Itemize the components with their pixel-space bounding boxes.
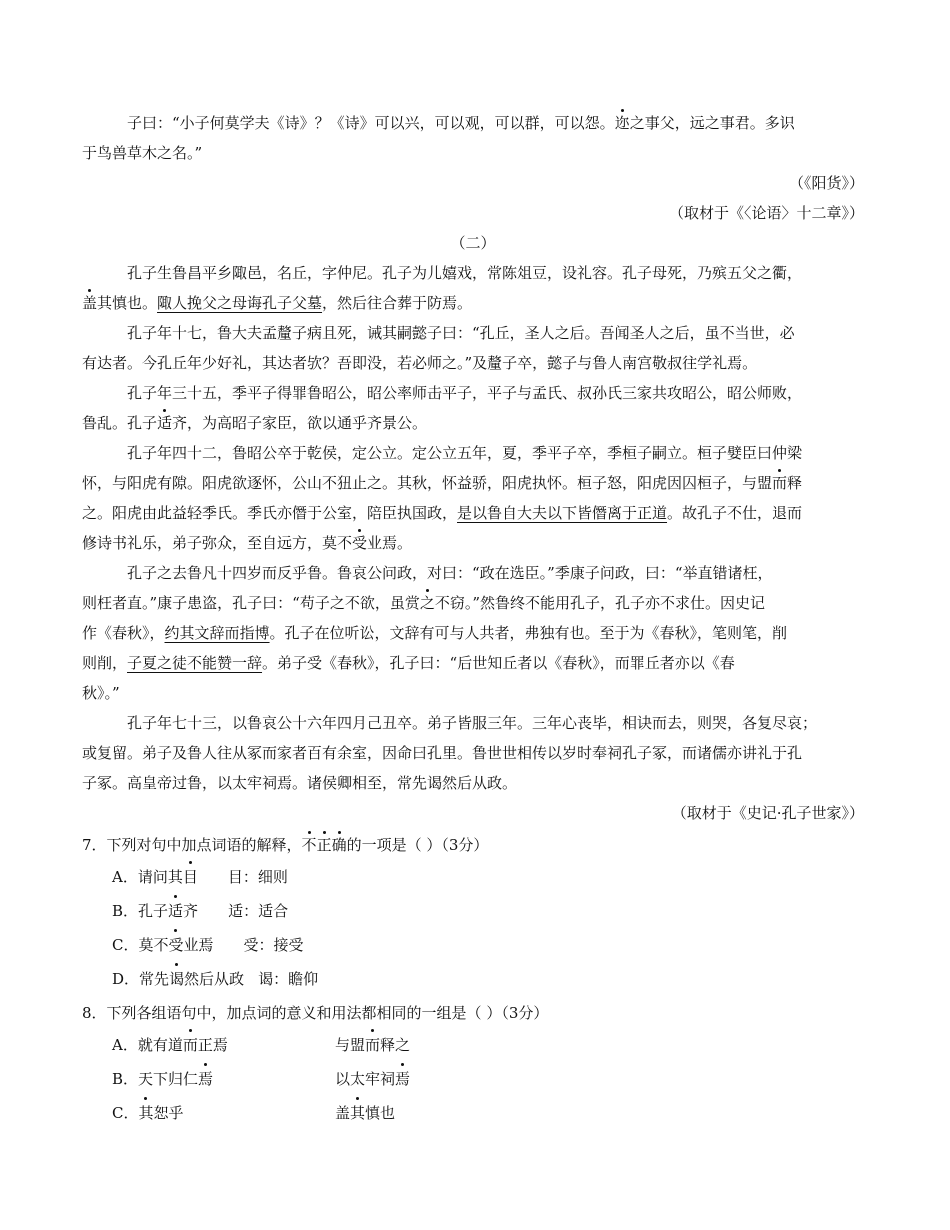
text: C．莫不 [112,936,169,954]
text: 释之 [380,1036,411,1054]
dotted-char: 受 [352,528,367,558]
text: 子曰：“小子何莫学夫《诗》？《诗》可以兴，可以观，可以群，可以怨。 [127,114,615,132]
passage1-line2: 于鸟兽草木之名。” [82,144,203,162]
p6-line1: 孔子年七十三，以鲁哀公十六年四月己丑卒。弟子皆服三年。三年心丧毕，相诀而去，则哭，各复尽哀； [127,714,818,732]
p4-line1: 孔子年四十二，鲁昭公卒于乾侯，定公立。定公立五年，夏，季平子卒，季桓子嗣立。桓子嬖臣曰仲梁 [127,444,803,462]
text: 则枉者直。”康子患盗，孔子曰：“苟子之不欲，虽赏 [82,594,420,612]
dotted-char: 目 [183,860,198,894]
q8-option-c [82,1096,864,1130]
p2-line2: 有达者。今孔丘年少好礼，其达者欤？吾即没，若必师之。”及釐子卒，懿子与鲁人南宫敬叔往学礼焉。 [82,354,758,372]
exam-page [82,108,864,1130]
q7-option-c [82,928,864,962]
q8-option-a [82,1028,864,1062]
option-right-column [335,1096,395,1130]
text: 之。阳虎由此益轻季氏。季氏亦僭于公室，陪臣执国政， [82,504,458,522]
source-yanghuo: （《阳货》） [788,174,864,192]
text: 正焉 [197,1036,228,1054]
text: 的一项是（ ）（3分） [346,836,489,854]
question-7-stem [82,830,864,860]
dotted-char: 迩 [615,108,630,138]
dotted-char: 之 [420,588,435,618]
passage1-line1 [82,108,864,138]
p1-line2 [82,288,864,318]
text: B．孔子 [112,902,169,920]
p4-line3 [82,498,864,528]
p3-line2 [82,408,864,438]
text: 。孔子在位听讼，文辞有可与人共者，弗独有也。至于为《春秋》，笔则笔，削 [269,624,788,642]
dotted-char: 确 [332,830,347,860]
p4-line4 [82,528,864,558]
p5-line1: 孔子之去鲁凡十四岁而反乎鲁。鲁哀公问政，对曰：“政在选臣。”季康子问政，曰：“举直错诸枉， [127,564,773,582]
section-heading: （二） [450,234,496,252]
text: 然后从政 [184,970,245,988]
text: 。故孔子不仕，退而 [667,504,803,522]
text: 业焉 [183,936,214,954]
source-shiji: （取材于《史记·孔子世家》） [671,804,864,822]
text: 恕乎 [153,1104,184,1122]
option-right-column [335,1062,410,1096]
text: 其慎也。 [97,294,158,312]
text: C． [112,1104,139,1122]
q7-option-d [82,962,864,996]
option-gloss: 目：细则 [227,868,288,886]
text: B．天下归仁 [112,1070,199,1088]
dotted-char: 焉 [395,1062,410,1096]
dotted-char: 其 [350,1096,365,1130]
text: 怀，与阳虎有隙。阳虎欲逐怀，公山不狃止之。其秋，怀益骄，阳虎执怀。桓子怒，阳虎因囚桓子，与盟 [82,474,773,492]
text: 。弟子受《春秋》，孔子曰：“后世知丘者以《春秋》，而罪丘者亦以《春 [262,654,735,672]
p5-line5: 秋》。” [82,684,120,702]
text: 则削， [82,654,128,672]
p4-line2 [82,468,864,498]
text: 慎也 [365,1104,396,1122]
underlined-sentence: 陬人挽父之母诲孔子父墓 [157,294,323,312]
p6-line2: 或复留。弟子及鲁人往从冢而家者百有余室，因命曰孔里。鲁世世相传以岁时奉祠孔子冢，而诸儒亦讲礼于孔 [82,744,803,762]
p5-line3 [82,618,864,648]
text: 释 [787,474,803,492]
p1-line1: 孔子生鲁昌平乡陬邑，名丘，字仲尼。孔子为儿嬉戏，常陈俎豆，设礼容。孔子母死，乃殡五父之衢， [127,264,803,282]
option-gloss: 受：接受 [243,936,304,954]
text: A．请问其 [112,868,183,886]
dotted-char: 适 [157,408,172,438]
p2-line1: 孔子年十七，鲁大夫孟釐子病且死，诫其嗣懿子曰：“孔丘，圣人之后。吾闻圣人之后，虽不当世，必 [127,324,795,342]
q7-option-a [82,860,864,894]
option-gloss: 适：适合 [228,902,289,920]
dotted-char: 不 [302,830,317,860]
text: 不窃。”然鲁终不能用孔子，孔子亦不求仕。因史记 [434,594,766,612]
text: A．就有道 [112,1036,183,1054]
q8-option-b [82,1062,864,1096]
text: 之事父，远之事君。多识 [629,114,795,132]
dotted-char: 而 [772,468,787,498]
dotted-char: 其 [138,1096,153,1130]
source-lunyu: （取材于《〈论语〉十二章》） [668,204,864,222]
underlined-sentence: 约其文辞而指博 [164,624,270,642]
dotted-char: 盖 [82,288,97,318]
dotted-char: 正 [317,830,332,860]
text: ，然后往合葬于防焉。 [322,294,473,312]
text: 修诗书礼乐，弟子弥众，至自远方，莫不 [82,534,353,552]
dotted-char: 而 [183,1028,198,1062]
q7-option-b [82,894,864,928]
text: D．常先 [112,970,170,988]
text: 业焉。 [367,534,413,552]
p3-line1: 孔子年三十五，季平子得罪鲁昭公，昭公率师击平子，平子与孟氏、叔孙氏三家共攻昭公，昭公师败， [127,384,803,402]
question-8-stem: 8．下列各组语句中，加点词的意义和用法都相同的一组是（ ）（3分） [82,1004,549,1022]
text: 7．下列对句中加点词语的解释， [82,836,302,854]
text: 作《春秋》， [82,624,165,642]
p5-line4 [82,648,864,678]
option-right-column [335,1028,410,1062]
text: 鲁乱。孔子 [82,414,158,432]
text: 盖 [335,1104,351,1122]
p5-line2 [82,588,864,618]
option-gloss: 谒：瞻仰 [258,970,319,988]
text: 齐，为高昭子家臣，欲以通乎齐景公。 [172,414,428,432]
p6-line3: 子冢。高皇帝过鲁，以太牢祠焉。诸侯卿相至，常先谒然后从政。 [82,774,518,792]
underlined-sentence: 子夏之徒不能赞一辞 [127,654,263,672]
dotted-char: 焉 [198,1062,213,1096]
text: 与盟 [335,1036,366,1054]
dotted-char: 谒 [169,962,184,996]
text: 齐 [183,902,199,920]
underlined-sentence: 是以鲁自大夫以下皆僭离于正道 [457,504,668,522]
dotted-char: 适 [168,894,183,928]
dotted-char: 受 [168,928,183,962]
text: 以太牢祠 [335,1070,396,1088]
dotted-char: 而 [365,1028,380,1062]
